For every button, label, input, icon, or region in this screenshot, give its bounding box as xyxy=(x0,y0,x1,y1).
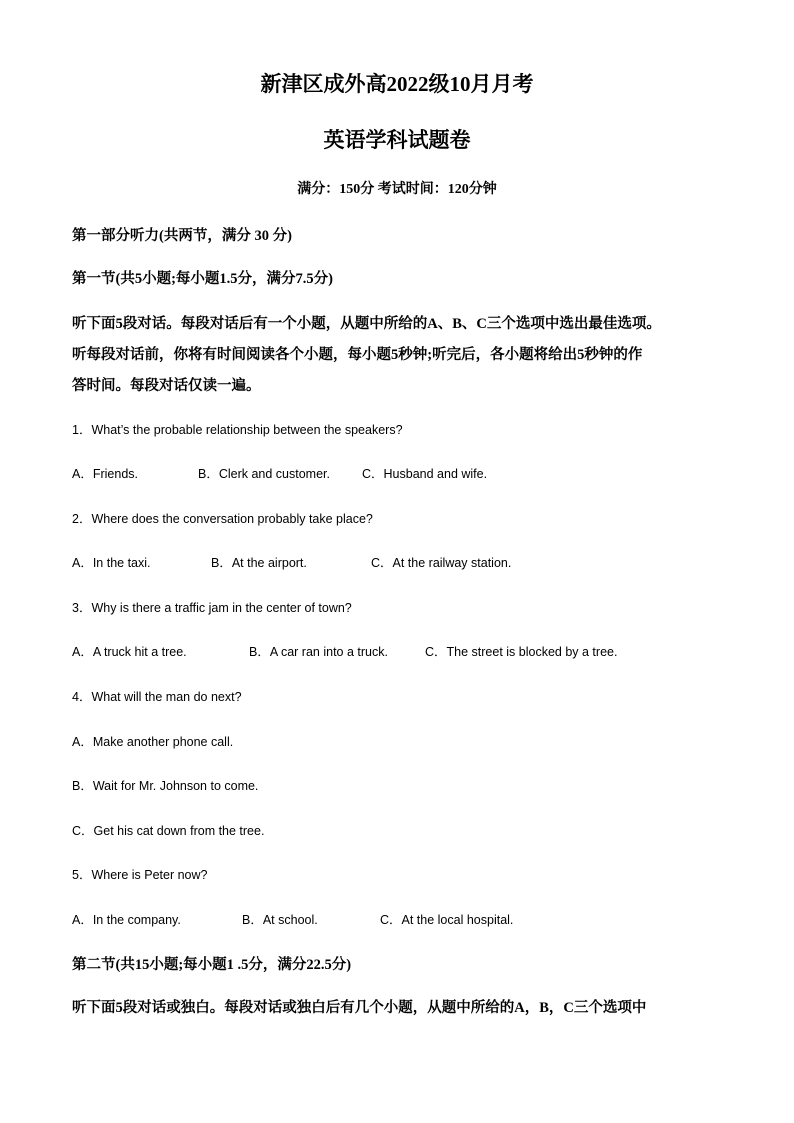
section2-instructions-line: 听下面5段对话或独白。每段对话或独白后有几个小题，从题中所给的A，B，C三个选项中 xyxy=(72,1000,647,1016)
question-5-option-a: A．In the company. xyxy=(72,913,181,927)
question-2-option-a: A．In the taxi. xyxy=(72,556,151,570)
part1-heading: 第一部分听力(共两节，满分 30 分) xyxy=(72,228,292,244)
question-2-option-c: C．At the railway station. xyxy=(371,556,512,570)
question-1-option-b: B．Clerk and customer. xyxy=(198,467,330,481)
question-4: 4．What will the man do next? xyxy=(72,690,242,704)
section2-heading: 第二节(共15小题;每小题1 .5分，满分22.5分) xyxy=(72,957,352,973)
question-4-option-a: A．Make another phone call. xyxy=(72,735,234,749)
section1-instructions-line: 听每段对话前，你将有时间阅读各个小题，每小题5秒钟;听完后，各小题将给出5秒钟的作 xyxy=(72,347,643,363)
question-1-option-c: C．Husband and wife. xyxy=(362,467,488,481)
exam-title: 新津区成外高2022级10月月考 xyxy=(260,72,534,96)
question-4-option-c: C．Get his cat down from the tree. xyxy=(72,824,265,838)
exam-subtitle: 英语学科试题卷 xyxy=(323,128,471,152)
question-5-option-b: B．At school. xyxy=(242,913,318,927)
question-2-option-b: B．At the airport. xyxy=(211,556,307,570)
section1-instructions-line: 听下面5段对话。每段对话后有一个小题，从题中所给的A、B、C三个选项中选出最佳选项。 xyxy=(72,316,661,332)
question-3-option-b: B．A car ran into a truck. xyxy=(249,645,388,659)
question-5: 5．Where is Peter now? xyxy=(72,868,208,882)
question-3-option-c: C．The street is blocked by a tree. xyxy=(425,645,618,659)
score-time-info: 满分：150分 考试时间：120分钟 xyxy=(297,182,497,197)
question-3: 3．Why is there a traffic jam in the center of town? xyxy=(72,601,352,615)
question-1: 1．What’s the probable relationship between the speakers? xyxy=(72,423,403,437)
question-5-option-c: C．At the local hospital. xyxy=(380,913,514,927)
question-2: 2．Where does the conversation probably take place? xyxy=(72,512,373,526)
question-3-option-a: A．A truck hit a tree. xyxy=(72,645,187,659)
question-1-option-a: A．Friends. xyxy=(72,467,138,481)
section1-instructions-line: 答时间。每段对话仅读一遍。 xyxy=(72,378,261,394)
section1-heading: 第一节(共5小题;每小题1.5分，满分7.5分) xyxy=(72,271,333,287)
question-4-option-b: B．Wait for Mr. Johnson to come. xyxy=(72,779,259,793)
